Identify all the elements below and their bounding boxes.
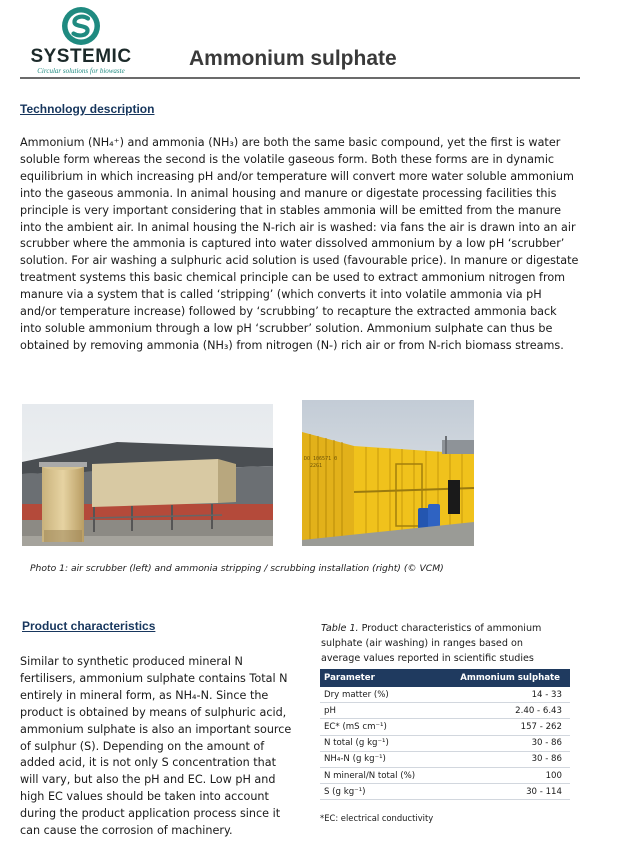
logo-wordmark: SYSTEMIC	[30, 46, 132, 67]
table-header-row	[320, 669, 570, 687]
value-cell: 2.40 - 6.43	[436, 703, 570, 719]
column-header-ammonium-sulphate: Ammonium sulphate	[436, 669, 570, 687]
product-paragraph: Similar to synthetic produced mineral N fertilisers, ammonium sulphate contains Total N entirely in mineral form, as NH₄-N. Since the product is obtained by means of sulphuric acid, ammonium sulphate is also an important source of sulphur (S). Depending on the amount of added acid, it is not only S concentration that will vary, but also the pH and EC. Low pH and high EC values should be taken into account during the product application process since it can cause the corrosion of machinery.	[20, 655, 292, 838]
product-heading: Product characteristics	[22, 619, 156, 633]
table-row	[320, 719, 570, 735]
table-row	[320, 703, 570, 719]
technology-heading: Technology description	[20, 102, 155, 116]
table-footnote: *EC: electrical conductivity	[320, 813, 434, 823]
column-header-parameter: Parameter	[320, 669, 436, 687]
parameter-cell: pH	[320, 703, 436, 719]
air-scrubber-photo	[22, 404, 273, 546]
product-characteristics-table	[320, 669, 570, 800]
parameter-cell: EC* (mS cm⁻¹)	[320, 719, 436, 735]
systemic-logo-icon	[61, 6, 101, 46]
parameter-cell: N total (g kg⁻¹)	[320, 735, 436, 751]
parameter-cell: S (g kg⁻¹)	[320, 784, 436, 800]
value-cell: 30 - 86	[436, 735, 570, 751]
table-caption	[321, 621, 561, 666]
table-row	[320, 735, 570, 751]
parameter-cell: Dry matter (%)	[320, 687, 436, 703]
table-row	[320, 784, 570, 800]
value-cell: 100	[436, 767, 570, 783]
table-row	[320, 767, 570, 783]
photo-caption: Photo 1: air scrubber (left) and ammonia stripping / scrubbing installation (right) (© VCM)	[30, 563, 444, 574]
value-cell: 157 - 262	[436, 719, 570, 735]
systemic-logo	[22, 6, 140, 74]
value-cell: 14 - 33	[436, 687, 570, 703]
table-row	[320, 751, 570, 767]
table-caption-text: Product characteristics of ammonium sulphate (air washing) in ranges based on average values reported in scientific studies	[321, 623, 542, 664]
table-caption-label: Table 1.	[321, 623, 359, 634]
value-cell: 30 - 86	[436, 751, 570, 767]
header-divider	[20, 77, 580, 79]
container-code-text: DO 106571 0	[304, 456, 338, 462]
stripping-installation-photo	[302, 400, 474, 546]
table-row	[320, 687, 570, 703]
value-cell: 30 - 114	[436, 784, 570, 800]
parameter-cell: N mineral/N total (%)	[320, 767, 436, 783]
technology-paragraph: Ammonium (NH₄⁺) and ammonia (NH₃) are both the same basic compound, yet the first is water soluble form whereas the second is the volatile gaseous form. Both these forms are in dynamic equilibrium in which increasing pH and/or temperature will convert more water soluble ammonium into the gaseous ammonia. In animal housing and manure or digestate processing facilities this principle is very important considering that in stables ammonia will be emitted from the manure into the ambient air. In animal housing the N-rich air is washed: via fans the air is drawn into an air scrubber where the ammonia is captured into water dissolved ammonium by a low pH ‘scrubber’ solution. For air washing a sulphuric acid solution is used (favourable price). In manure or digestate treatment systems this basic chemical principle can be used to extract ammonium nitrogen from manure via a system that is called ‘stripping’ (which converts it into volatile ammonia via pH and/or temperature increase) followed by ‘scrubbing’ to recapture the extracted ammonia back into soluble ammonium through a low pH ‘scrubber’ solution. Ammonium sulphate can thus be obtained by removing ammonia (NH₃) from nitrogen (N-) rich air or from N-rich biomass streams.	[20, 136, 579, 352]
parameter-cell: NH₄-N (g kg⁻¹)	[320, 751, 436, 767]
document-title: Ammonium sulphate	[189, 47, 397, 70]
container-type-text: 22G1	[310, 463, 323, 469]
logo-tagline: Circular solutions for biowaste	[37, 67, 125, 75]
